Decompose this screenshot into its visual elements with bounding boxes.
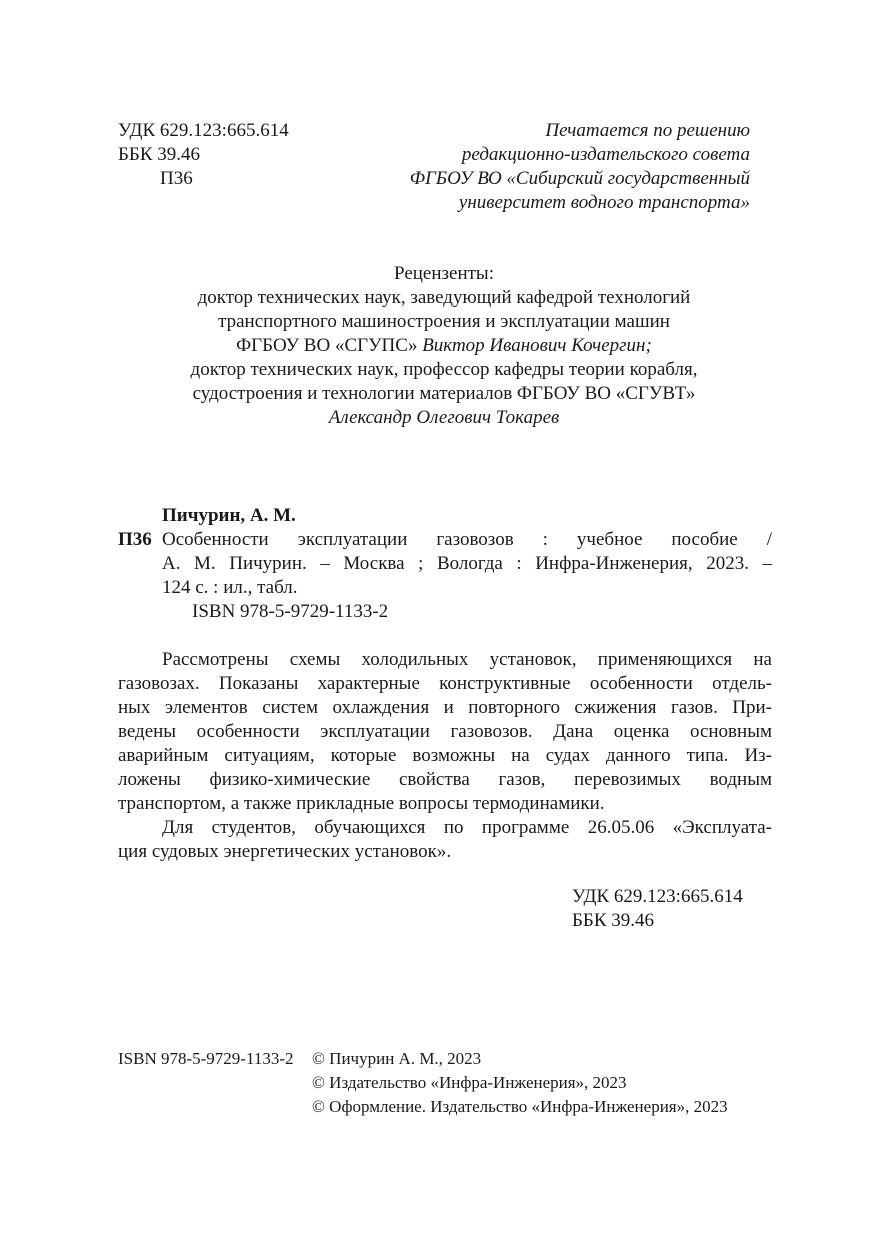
approval-line: редакционно-издательского совета [461,144,750,165]
reviewer-line: транспортного машиностроения и эксплуатации машин [218,311,670,332]
classification-bottom [572,885,743,933]
reviewers-heading: Рецензенты: [394,263,494,284]
annotation-line: Для студентов, обучающихся по программе 26.05.06 «Эксплуата- [162,817,772,838]
bibliography-line: А. М. Пичурин. – Москва ; Вологда : Инфра-Инженерия, 2023. – [162,553,772,574]
reviewer-name: Виктор Иванович Кочергин; [422,335,652,356]
author-sign-code: П36 [160,168,193,189]
bibliography-isbn: ISBN 978-5-9729-1133-2 [192,601,389,622]
bbk-code: ББК 39.46 [572,910,654,931]
bibliography-line: Особенности эксплуатации газовозов : учебное пособие / [162,529,772,550]
reviewer-organization: ФГБОУ ВО «СГУПС» [236,335,418,356]
bibliography-code: П36 [118,529,152,550]
annotation-line: Рассмотрены схемы холодильных установок, применяющихся на [162,649,772,670]
annotation-line: газовозах. Показаны характерные конструктивные особенности отдель- [118,673,772,694]
udk-code: УДК 629.123:665.614 [118,120,289,141]
bbk-code: ББК 39.46 [118,144,200,165]
approval-line: Печатается по решению [545,120,750,141]
annotation-line: ведены особенности эксплуатации газовозов. Дана оценка основным [118,721,772,742]
annotation [118,648,772,864]
annotation-line: транспортом, а также прикладные вопросы термодинамики. [118,793,605,814]
reviewer-line [118,334,770,358]
reviewer-name: Александр Олегович Токарев [328,407,560,428]
reviewer-line: доктор технических наук, профессор кафедры теории корабля, [190,359,698,380]
udk-code: УДК 629.123:665.614 [572,886,743,907]
approval-line: ФГБОУ ВО «Сибирский государственный [409,168,750,189]
reviewers-block [118,262,770,430]
reviewer-line: судостроения и технологии материалов ФГБОУ ВО «СГУВТ» [192,383,696,404]
copyright-block [312,1047,728,1119]
annotation-line: ных элементов систем охлаждения и повторного сжижения газов. При- [118,697,772,718]
reviewer-line: доктор технических наук, заведующий кафедрой технологий [197,287,691,308]
approval-line: университет водного транспорта» [458,192,750,213]
bibliography-description [162,528,772,624]
copyright-line: © Оформление. Издательство «Инфра-Инженерия», 2023 [312,1097,728,1116]
annotation-line: ция судовых энергетических установок». [118,841,452,862]
annotation-line: аварийным ситуациям, которые возможны на судах данного типа. Из- [118,745,772,766]
copyright-line: © Пичурин А. М., 2023 [312,1049,482,1068]
publication-approval [360,119,750,215]
annotation-line: ложены физико-химические свойства газов, перевозимых водным [118,769,772,790]
isbn-number: ISBN 978-5-9729-1133-2 [118,1049,294,1068]
bibliography-line: 124 с. : ил., табл. [162,577,298,598]
bibliography-author: Пичурин, А. М. [162,505,296,526]
copyright-line: © Издательство «Инфра-Инженерия», 2023 [312,1073,627,1092]
